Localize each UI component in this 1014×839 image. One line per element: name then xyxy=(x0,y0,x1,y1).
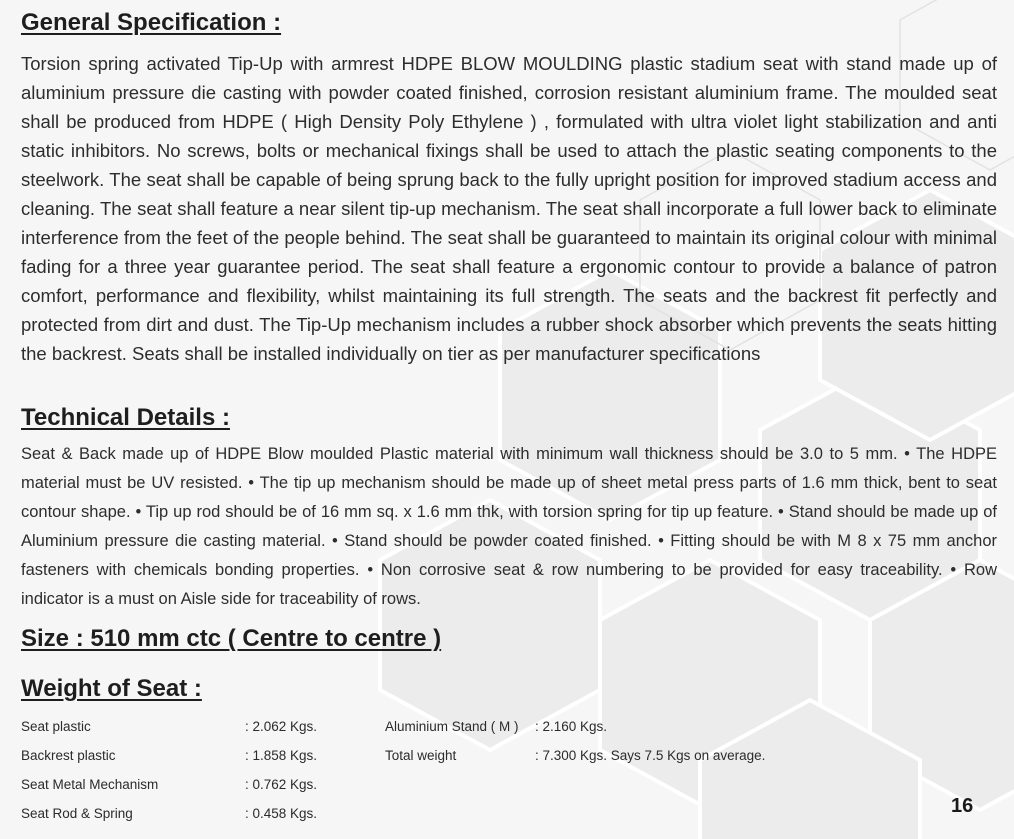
weight-value-seat-rod-spring: : 0.458 Kgs. xyxy=(245,806,318,821)
general-specification-heading: General Specification : xyxy=(21,9,282,36)
weight-label-seat-rod-spring: Seat Rod & Spring xyxy=(21,806,133,821)
weight-label-seat-plastic: Seat plastic xyxy=(21,719,91,734)
weight-value-seat-plastic: : 2.062 Kgs. xyxy=(245,719,318,734)
technical-details-heading: Technical Details : xyxy=(21,404,230,431)
size-heading: Size : 510 mm ctc ( Centre to centre ) xyxy=(21,625,442,652)
weight-value-total-weight: : 7.300 Kgs. Says 7.5 Kgs on average. xyxy=(535,748,766,763)
page-number: 16 xyxy=(951,795,974,817)
weight-of-seat-heading: Weight of Seat : xyxy=(21,675,202,702)
weight-label-backrest-plastic: Backrest plastic xyxy=(21,748,116,763)
general-specification-text: Torsion spring activated Tip-Up with armrest HDPE BLOW MOULDING plastic stadium seat with stand made up of aluminium pressure die casting with powder coated finished, corrosion resistant aluminium frame. The moulded seat shall be produced from HDPE ( High Density Poly Ethylene ) , formulated with ultra violet light stabilization and anti static inhibitors. No screws, bolts or mechanical fixings shall be used to attach the plastic seating components to the steelwork. The seat shall be capable of being sprung back to the fully upright position for improved stadium access and cleaning. The seat shall feature a near silent tip-up mechanism. The seat shall incorporate a full lower back to eliminate interference from the feet of the people behind. The seat shall be guaranteed to maintain its original colour with minimal fading for a three year guarantee period. The seat shall feature a ergonomic contour to provide a balance of patron comfort, performance and flexibility, whilst maintaining its full strength. The seats and the backrest fit perfectly and protected from dirt and dust. The Tip-Up mechanism includes a rubber shock absorber which prevents the seats hitting the backrest. Seats shall be installed individually on tier as per manufacturer specifications xyxy=(21,53,997,364)
weight-label-aluminium-stand: Aluminium Stand ( M ) xyxy=(385,719,519,734)
weight-value-seat-metal-mechanism: : 0.762 Kgs. xyxy=(245,777,318,792)
technical-details-text: Seat & Back made up of HDPE Blow moulded Plastic material with minimum wall thickness should be 3.0 to 5 mm. • The HDPE material must be UV resisted. • The tip up mechanism should be made up of sheet metal press parts of 1.6 mm thick, bent to seat contour shape. • Tip up rod should be of 16 mm sq. x 1.6 mm thk, with torsion spring for tip up feature. • Stand should be made up of Aluminium pressure die casting material. • Stand should be powder coated finished. • Fitting should be with M 8 x 75 mm anchor fasteners with chemicals bonding properties. • Non corrosive seat & row numbering to be provided for easy traceability. • Row indicator is a must on Aisle side for traceability of rows. xyxy=(21,445,997,608)
weight-label-total-weight: Total weight xyxy=(385,748,457,763)
weight-value-aluminium-stand: : 2.160 Kgs. xyxy=(535,719,608,734)
weight-label-seat-metal-mechanism: Seat Metal Mechanism xyxy=(21,777,159,792)
weight-value-backrest-plastic: : 1.858 Kgs. xyxy=(245,748,318,763)
